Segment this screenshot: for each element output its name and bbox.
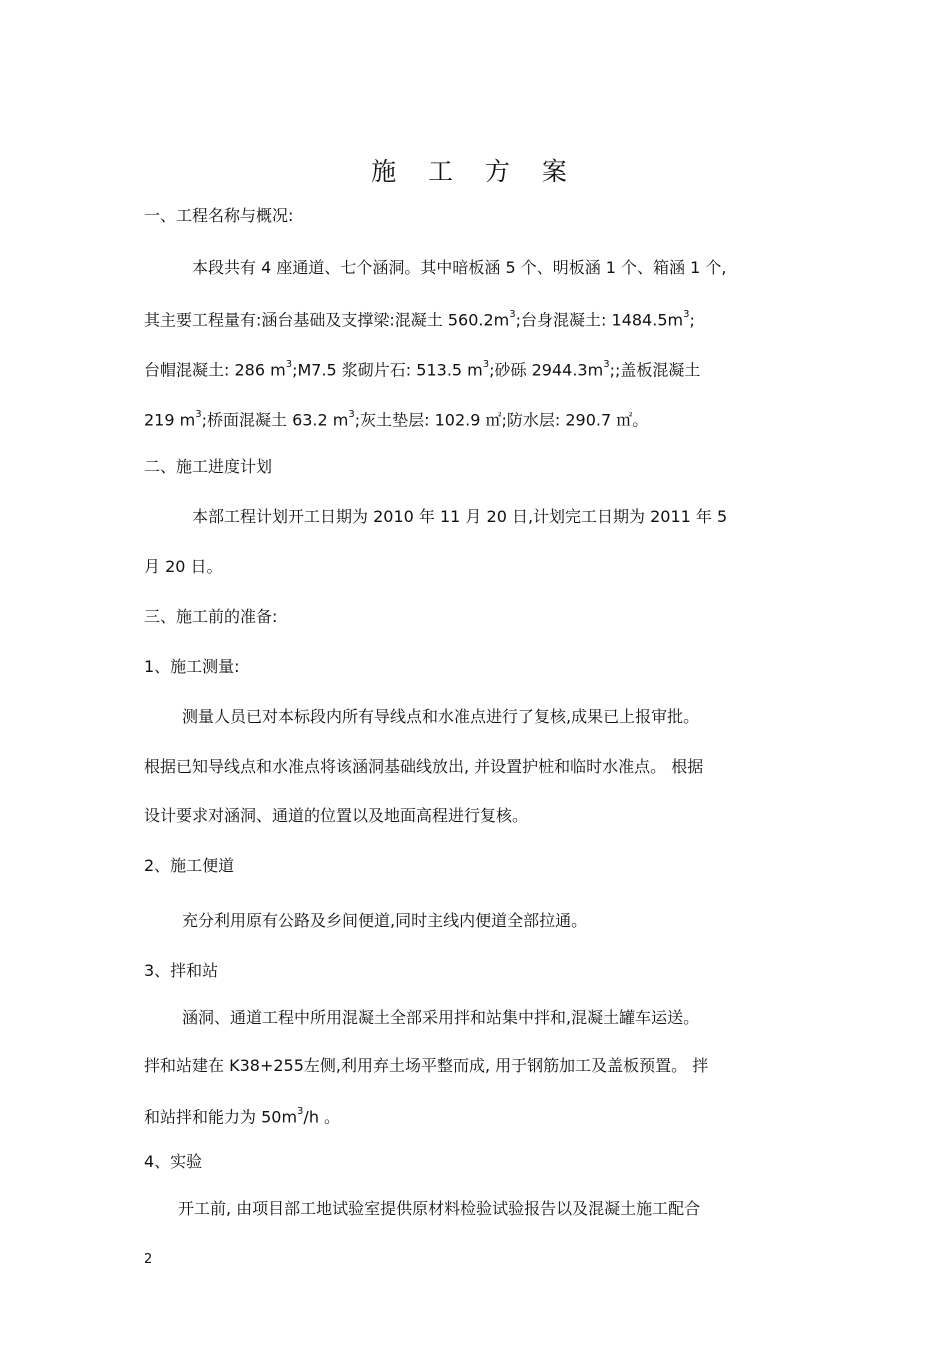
subsection-1-heading: 1、施工测量:	[144, 657, 240, 676]
subsection-1-paragraph-line-3: 设计要求对涵洞、通道的位置以及地面高程进行复核。	[144, 806, 529, 825]
section-1-paragraph-line-1: 本段共有 4 座通道、七个涵洞。其中暗板涵 5 个、明板涵 1 个、箱涵 1 个,	[192, 258, 727, 277]
subsection-3-heading: 3、拌和站	[144, 961, 219, 980]
subsection-1-paragraph-line-2: 根据已知导线点和水准点将该涵洞基础线放出, 并设置护桩和临时水准点。 根据	[144, 757, 704, 776]
section-2-paragraph-line-2: 月 20 日。	[144, 557, 223, 576]
section-1-paragraph-line-3: 台帽混凝土: 286 $m^3;M7.5$ 浆砌片石: 513.5 $m^3$;砂砾 $2944.3m^3$;;盖板混凝土	[144, 359, 701, 380]
subsection-3-paragraph-line-1: 涵洞、通道工程中所用混凝土全部采用拌和站集中拌和,混凝土罐车运送。	[182, 1008, 700, 1027]
section-1-paragraph-line-2: 其主要工程量有:涵台基础及支撑梁:混凝土 $560.2m^3$;台身混凝土: $1484.5m^3$;	[144, 309, 695, 330]
subsection-4-heading: 4、实验	[144, 1152, 203, 1171]
subsection-3-paragraph-line-2: 拌和站建在 K38+255左侧,利用弃土场平整而成, 用于钢筋加工及盖板预置。 拌	[144, 1056, 709, 1075]
section-3-heading: 三、施工前的准备:	[144, 607, 278, 626]
section-1-heading: 一、工程名称与概况:	[144, 206, 294, 225]
document-title: 施 工 方 案	[371, 157, 579, 186]
section-2-heading: 二、施工进度计划	[144, 457, 273, 476]
subsection-2-paragraph-line-1: 充分利用原有公路及乡间便道,同时主线内便道全部拉通。	[182, 911, 588, 930]
subsection-3-paragraph-line-3: 和站拌和能力为 $50m^3/h$ 。	[144, 1106, 341, 1127]
subsection-4-paragraph-line-1: 开工前, 由项目部工地试验室提供原材料检验试验报告以及混凝土施工配合	[178, 1199, 701, 1218]
section-2-paragraph-line-1: 本部工程计划开工日期为 2010 年 11 月 20 日,计划完工日期为 2011 年 5	[192, 507, 728, 526]
subsection-2-heading: 2、施工便道	[144, 856, 235, 875]
section-1-paragraph-line-4: 219 $m^3$;桥面混凝土 63.2 $m^3$;灰土垫层: 102.9 ㎡;防水层: 290.7 ㎡。	[144, 409, 649, 430]
page-number: 2	[144, 1252, 153, 1267]
subsection-1-paragraph-line-1: 测量人员已对本标段内所有导线点和水准点进行了复核,成果已上报审批。	[182, 707, 700, 726]
